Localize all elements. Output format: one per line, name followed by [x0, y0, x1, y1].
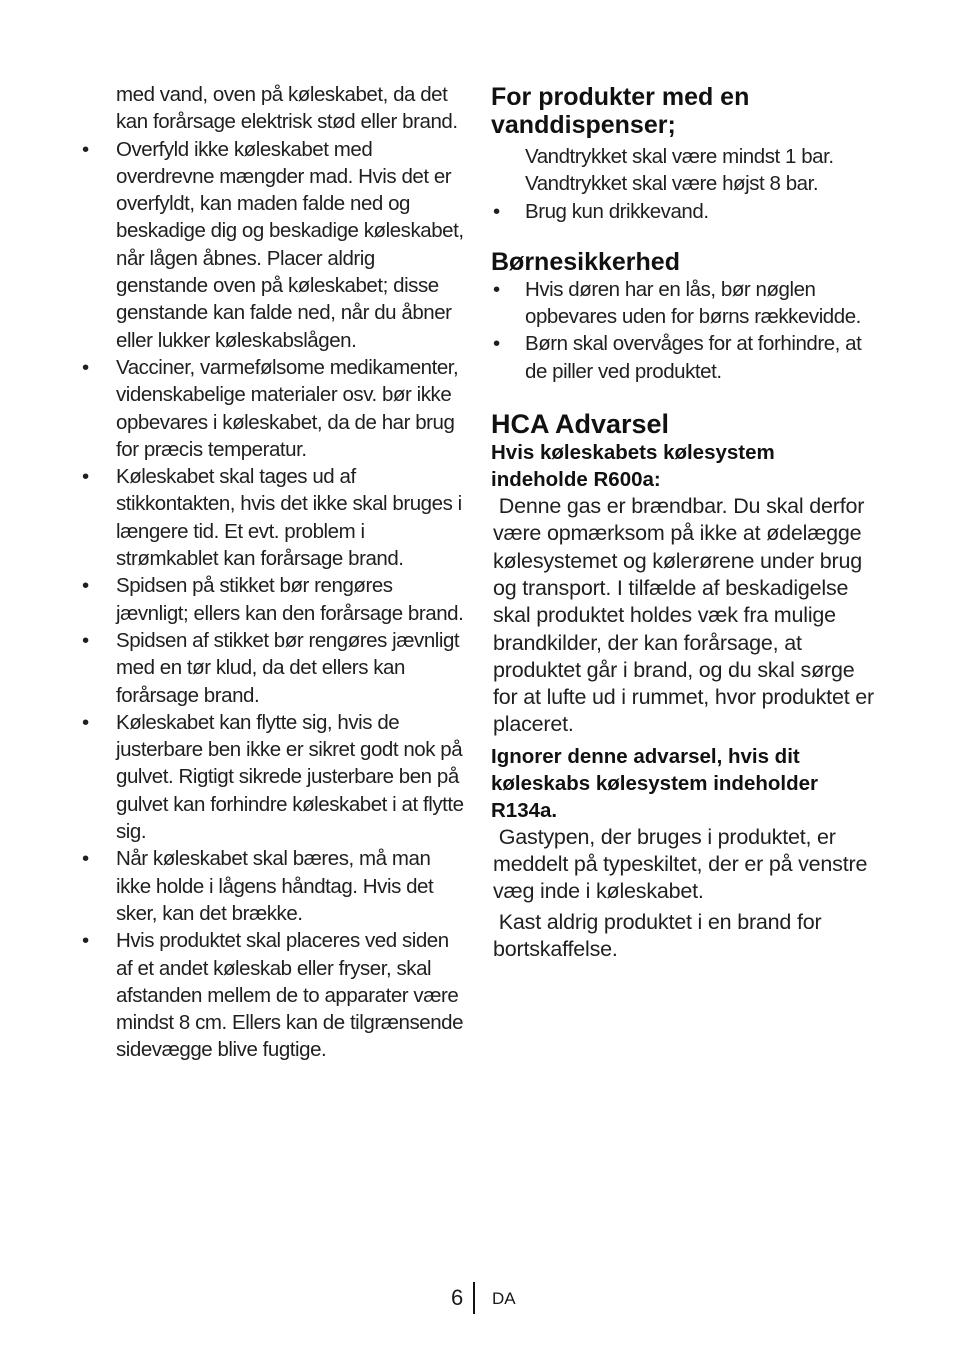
hca-warning-section	[491, 409, 876, 963]
heading-line: vanddispenser;	[491, 111, 676, 139]
water-dispenser-heading	[491, 83, 876, 139]
list-item: • Hvis produktet skal placeres ved siden af et andet køleskab eller fryser, skal afstanden mellem de to apparater være mindst 8 cm. Ellers kan de tilgrænsende sidevægge blive fugtige.	[80, 927, 468, 1063]
right-column	[491, 83, 876, 963]
list-item: • Spidsen på stikket bør rengøres jævnligt; ellers kan den forårsage brand.	[80, 572, 468, 627]
safety-bullet-list	[80, 136, 468, 1064]
gas-type-paragraph	[491, 824, 876, 906]
disposal-paragraph	[491, 909, 876, 964]
pressure-max-text: Vandtrykket skal være højst 8 bar.	[525, 172, 819, 196]
r134a-subheading: Ignorer denne advarsel, hvis dit køleskabs kølesystem indeholder R134a.	[491, 744, 818, 822]
left-column	[80, 81, 468, 1064]
child-safety-section	[491, 248, 876, 385]
list-item: • Vacciner, varmefølsome medikamenter, videnskabelige materialer osv. bør ikke opbevares i køleskabet, da de har brug for præcis temperatur.	[80, 354, 468, 463]
list-item: • Når køleskabet skal bæres, må man ikke holde i lågens håndtag. Hvis det sker, kan det brække.	[80, 845, 468, 927]
paragraph-text: Denne gas er brændbar. Du skal derfor være opmærksom på ikke at ødelægge kølesystemet og kølerørene under brug og transport. I tilfælde af beskadigelse skal produktet holdes væk fra mulige brandkilder, der kan forårsage, at produktet går i brand, og du skal sørge for at lufte ud i rummet, hvor produktet er placeret.	[493, 494, 874, 737]
footer-divider	[473, 1282, 475, 1314]
list-item: • Brug kun drikkevand.	[491, 198, 876, 225]
continued-paragraph: med vand, oven på køleskabet, da det kan forårsage elektrisk stød eller brand.	[116, 83, 458, 134]
child-safety-bullet-list	[491, 276, 876, 385]
child-safety-heading: Børnesikkerhed	[491, 247, 680, 276]
list-item: • Spidsen af stikket bør rengøres jævnligt med en tør klud, da det ellers kan forårsage brand.	[80, 627, 468, 709]
list-item: • Overfyld ikke køleskabet med overdrevne mængder mad. Hvis det er overfyldt, kan maden falde ned og beskadige dig og beskadige køleskabet, når lågen åbnes. Placer aldrig genstande oven på køleskabet; disse genstande kan falde ned, når du åbner eller lukker køleskabslågen.	[80, 136, 468, 354]
list-item: • Børn skal overvåges for at forhindre, at de piller ved produktet.	[491, 330, 876, 385]
list-item: • Køleskabet kan flytte sig, hvis de justerbare ben ikke er sikret godt nok på gulvet. Rigtigt sikrede justerbare ben på gulvet kan forhindre køleskabet i at flytte sig.	[80, 709, 468, 845]
paragraph-text: Kast aldrig produktet i en brand for bortskaffelse.	[493, 909, 822, 961]
list-item: • Køleskabet skal tages ud af stikkontakten, hvis det ikke skal bruges i længere tid. Et evt. problem i strømkablet kan forårsage brand.	[80, 463, 468, 572]
language-code: DA	[492, 1289, 516, 1308]
page-number: 6	[451, 1285, 464, 1310]
water-dispenser-section	[491, 83, 876, 225]
pressure-min-text: Vandtrykket skal være mindst 1 bar.	[525, 145, 834, 168]
paragraph-text: Gastypen, der bruges i produktet, er meddelt på typeskiltet, der er på venstre væg inde i køleskabet.	[493, 824, 868, 904]
hca-heading: HCA Advarsel	[491, 409, 670, 440]
list-item: • Hvis døren har en lås, bør nøglen opbevares uden for børns rækkevidde.	[491, 276, 876, 331]
water-bullet-list	[491, 198, 876, 225]
heading-line: For produkter med en	[491, 83, 750, 111]
r600a-paragraph	[491, 493, 876, 739]
r600a-subheading: Hvis køleskabets kølesystem indeholde R600a:	[491, 441, 775, 492]
